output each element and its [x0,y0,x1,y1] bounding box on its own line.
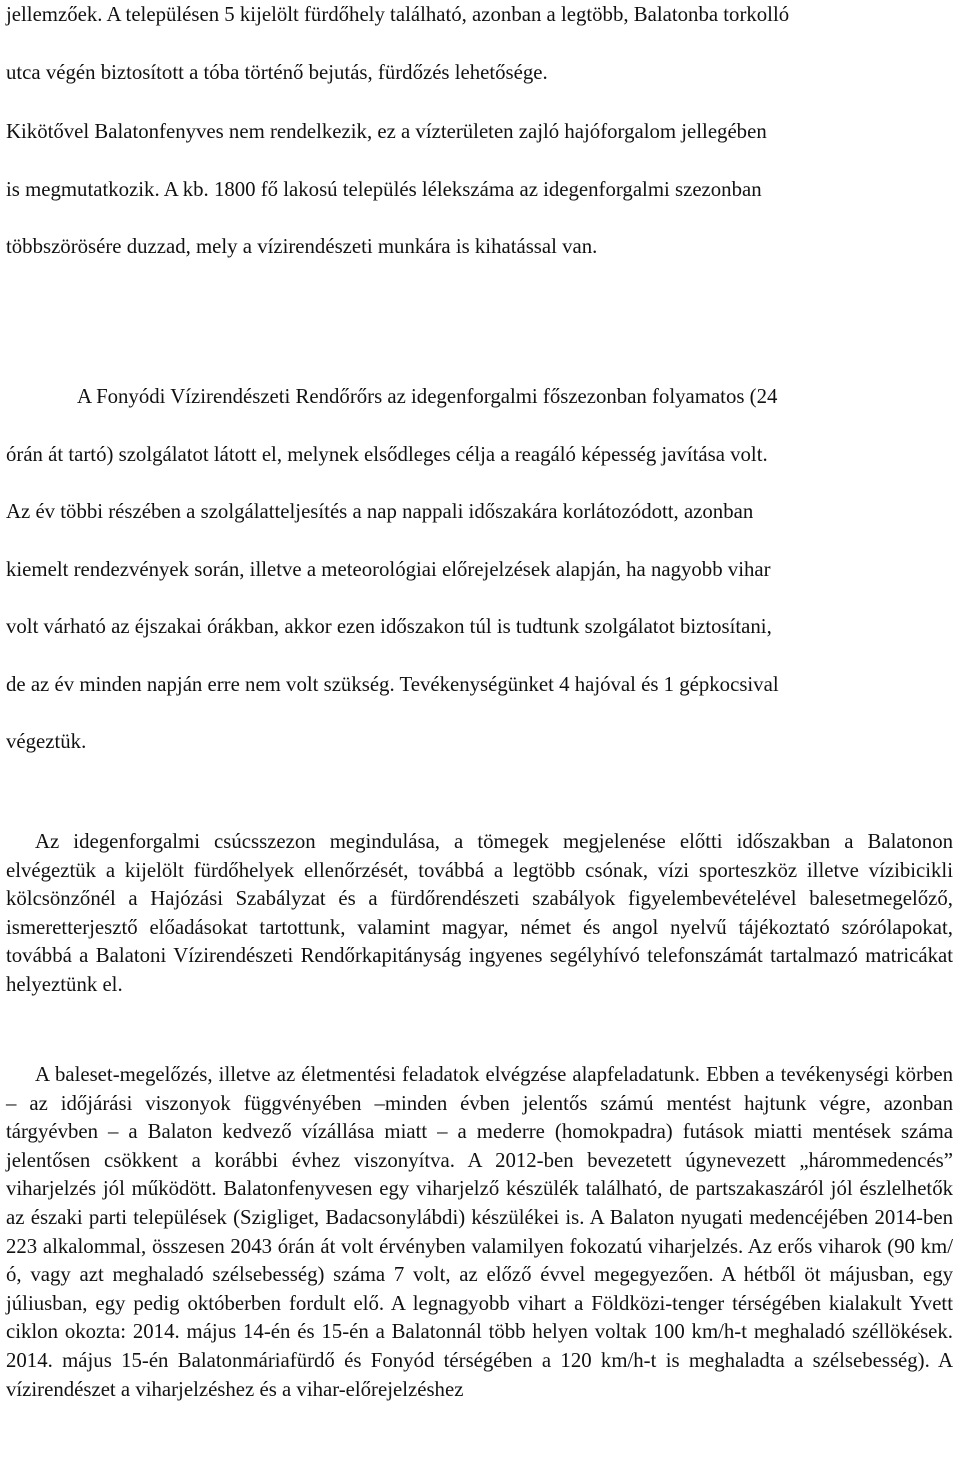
paragraph-season-preparation: Az idegenforgalmi csúcsszezon megindulása, a tömegek megjelenése előtti időszakban a Balatonon elvégeztük a kijelölt fürdőhelyek ellenőrzését, továbbá a legtöbb csónak, vízi sporteszköz illetve vízibicikli kölcsönzőnél a Hajózási Szabályzat és a fürdőrendészeti szabályok figyelembevételével balesetmegelőző, ismeretterjesztő előadásokat tartottunk, valamint magyar, német és angol nyelvű tájékoztató szórólapokat, továbbá a Balatoni Vízirendészeti Rendőrkapitányság ingyenes segélyhívó telefonszámát tartalmazó matricákat helyeztünk el. [6,830,953,996]
text-line: jellemzőek. A településen 5 kijelölt fürdőhely található, azonban a legtöbb, Balatonba torkolló [6,3,790,26]
paragraph-accident-prevention: A baleset-megelőzés, illetve az életmentési feladatok elvégzése alapfeladatunk. Ebben a tevékenységi körben – az időjárási viszonyok függvényében –minden évben jelentős számú mentést hajtunk végre, azonban tárgyévben – a Balaton kedvező vízállása miatt – a mederre (homokpadra) futások miatti mentések száma jelentősen csökkent a korábbi évhez viszonyítva. A 2012-ben bevezetett úgynevezett „hárommedencés” viharjelzés jól működött. Balatonfenyvesen egy viharjelző készülék található, de partszakaszáról jól észlelhetők az északi parti települések (Szigliget, Badacsonylábdi) készülékei is. A Balaton nyugati medencéjében 2014-ben 223 alkalommal, összesen 2043 órán át volt érvényben valamilyen fokozatú viharjelzés. Az erős viharok (90 km/ó, vagy azt meghaladó szélsebesség) száma 7 volt, az előző évvel megegyezően. A hétből öt májusban, egy júliusban, egy pedig októberben fordult elő. A legnagyobb vihart a Földközi-tenger térségében kialakult Yvett ciklon okozta: 2014. május 14-én és 15-én a Balatonnál több helyen voltak 100 km/h-t meghaladó széllökések. 2014. május 15-én Balatonmáriafürdő és Fonyód térségében a 120 km/h-t is meghaladta a szélsebesség). A vízirendészet a viharjelzéshez és a vihar-előrejelzéshez [6,1063,953,1401]
text-line: A Fonyódi Vízirendészeti Rendőrőrs az idegenforgalmi főszezonban folyamatos (24 [77,385,778,408]
text-line: is megmutatkozik. A kb. 1800 fő lakosú település lélekszáma az idegenforgalmi szezonban [6,177,762,201]
text-line: végeztük. [6,730,87,753]
paragraph-harbor-traffic [6,103,954,276]
text-line: többszörösére duzzad, mely a vízirendészeti munkára is kihatással van. [6,235,598,258]
paragraph-bathing-places [6,0,954,101]
paragraph-service-hours [6,483,954,771]
text-line: volt várható az éjszakai órákban, akkor ezen időszakon túl is tudtunk szolgálatot biztosítani, [6,615,772,638]
text-line: órán át tartó) szolgálatot látott el, melynek elsődleges célja a reagáló képesség javítása volt. [6,442,768,466]
text-line: Az év többi részében a szolgálatteljesítés a nap nappali időszakára korlátozódott, azonban [6,500,754,523]
text-line: de az év minden napján erre nem volt szükség. Tevékenységünket 4 hajóval és 1 gépkocsival [6,672,779,696]
text-line: utca végén biztosított a tóba történő bejutás, fürdőzés lehetősége. [6,60,548,84]
paragraph-continuous-service [6,368,954,483]
text-line: Kikötővel Balatonfenyves nem rendelkezik, ez a vízterületen zajló hajóforgalom jellegében [6,120,767,143]
text-line: kiemelt rendezvények során, illetve a meteorológiai előrejelzések alapján, ha nagyobb vihar [6,557,771,581]
